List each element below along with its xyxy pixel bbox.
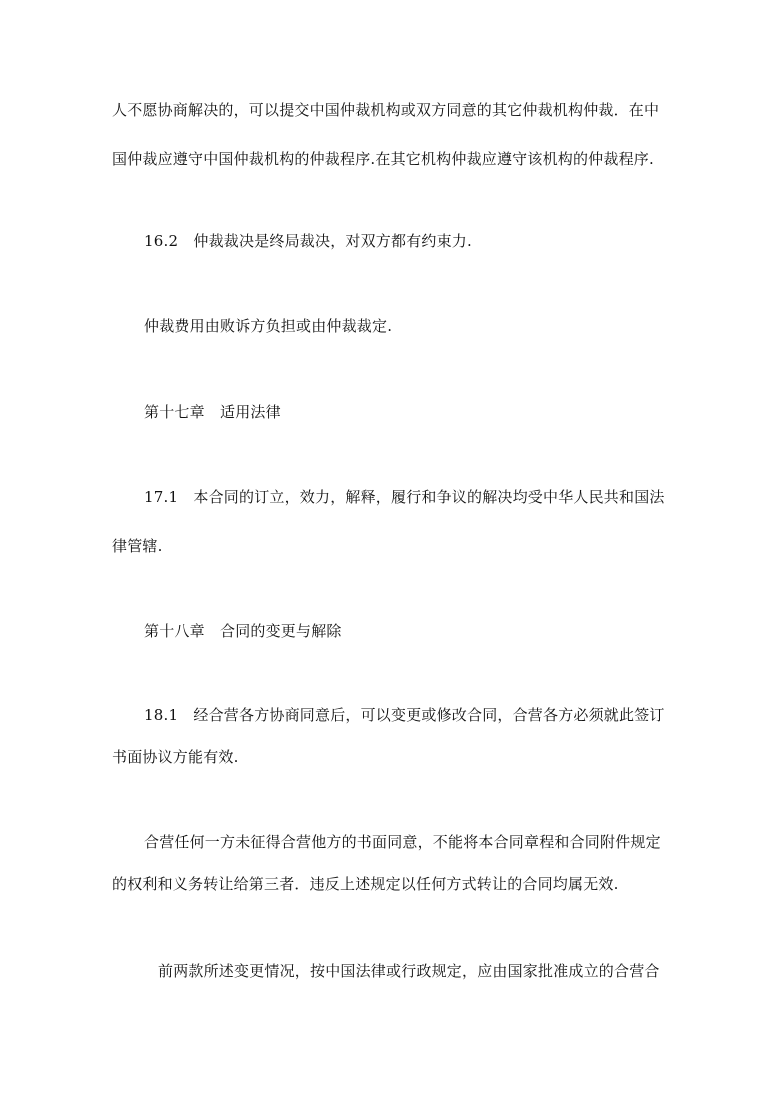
chapter-18-heading: 第十八章 合同的变更与解除 [144, 622, 342, 640]
text-line-transfer: 合营任何一方未征得合营他方的书面同意，不能将本合同章程和合同附件规定 [144, 833, 661, 851]
clause-17-1: 17.1 本合同的订立，效力，解释，履行和争议的解决均受中华人民共和国法 [144, 488, 665, 506]
clause-16-2: 16.2 仲裁裁决是终局裁决，对双方都有约束力. [144, 232, 472, 250]
clause-18-1: 18.1 经合营各方协商同意后，可以变更或修改合同，合营各方必须就此签订 [144, 706, 665, 724]
text-line-transfer-continued: 的权利和义务转让给第三者．违反上述规定以任何方式转让的合同均属无效. [112, 875, 619, 893]
text-line-1: 人不愿协商解决的，可以提交中国仲裁机构或双方同意的其它仲裁机构仲裁．在中 [112, 101, 660, 119]
text-line-arbitration-fee: 仲裁费用由败诉方负担或由仲裁裁定. [144, 317, 393, 335]
clause-18-1-continued: 书面协议方能有效. [112, 748, 239, 766]
clause-17-1-continued: 律管辖. [112, 537, 163, 555]
text-line-amendment-approval: 前两款所述变更情况，按中国法律或行政规定，应由国家批准成立的合营合 [158, 962, 660, 980]
chapter-17-heading: 第十七章 适用法律 [144, 403, 281, 421]
text-line-2: 国仲裁应遵守中国仲裁机构的仲裁程序.在其它机构仲裁应遵守该机构的仲裁程序. [112, 150, 654, 168]
